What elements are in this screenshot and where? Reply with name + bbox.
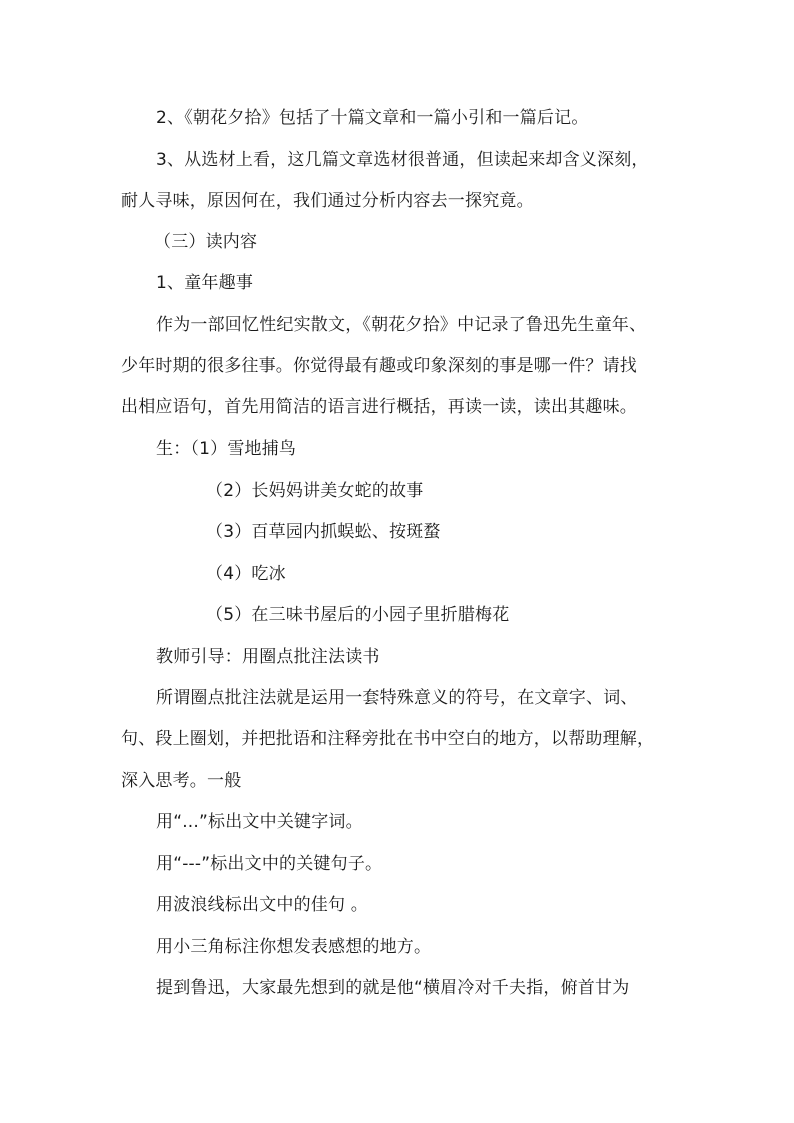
paragraph-line: 2、《朝花夕拾》包括了十篇文章和一篇小引和一篇后记。	[156, 108, 589, 128]
paragraph-line: 用波浪线标出文中的佳句 。	[156, 895, 369, 915]
paragraph-line: 3、从选材上看，这几篇文章选材很普通，但读起来却含义深刻，	[156, 150, 649, 170]
paragraph-line: 所谓圈点批注法就是运用一套特殊意义的符号，在文章字、词、	[156, 688, 638, 708]
paragraph-line: 用“---”标出文中的关键句子。	[156, 854, 383, 874]
paragraph-line: 作为一部回忆性纪实散文，《朝花夕拾》中记录了鲁迅先生童年、	[156, 315, 647, 335]
list-item: （5）在三味书屋后的小园子里折腊梅花	[206, 605, 510, 625]
subsection-heading: 1、童年趣事	[156, 273, 254, 293]
paragraph-line: 少年时期的很多往事。你觉得最有趣或印象深刻的事是哪一件？请找	[121, 356, 637, 376]
list-item: （4）吃冰	[206, 564, 286, 584]
paragraph-line: 深入思考。一般	[121, 771, 242, 791]
paragraph-line: 教师引导：用圈点批注法读书	[156, 647, 380, 667]
list-item: （2）长妈妈讲美女蛇的故事	[206, 481, 424, 501]
list-item: 生：（1）雪地捕鸟	[156, 439, 297, 459]
paragraph-line: 用“...”标出文中关键字词。	[156, 812, 363, 832]
paragraph-line: 用小三角标注你想发表感想的地方。	[156, 937, 432, 957]
paragraph-line: 耐人寻味，原因何在，我们通过分析内容去一探究竟。	[121, 191, 534, 211]
paragraph-line: 出相应语句，首先用简洁的语言进行概括，再读一读，读出其趣味。	[121, 397, 637, 417]
section-heading: （三）读内容	[154, 232, 258, 252]
paragraph-line: 句、段上圈划，并把批语和注释旁批在书中空白的地方，以帮助理解，	[121, 729, 655, 749]
list-item: （3）百草园内抓蜈蚣、按斑蝥	[206, 522, 441, 542]
paragraph-line: 提到鲁迅，大家最先想到的就是他“横眉冷对千夫指，俯首甘为	[156, 978, 630, 998]
